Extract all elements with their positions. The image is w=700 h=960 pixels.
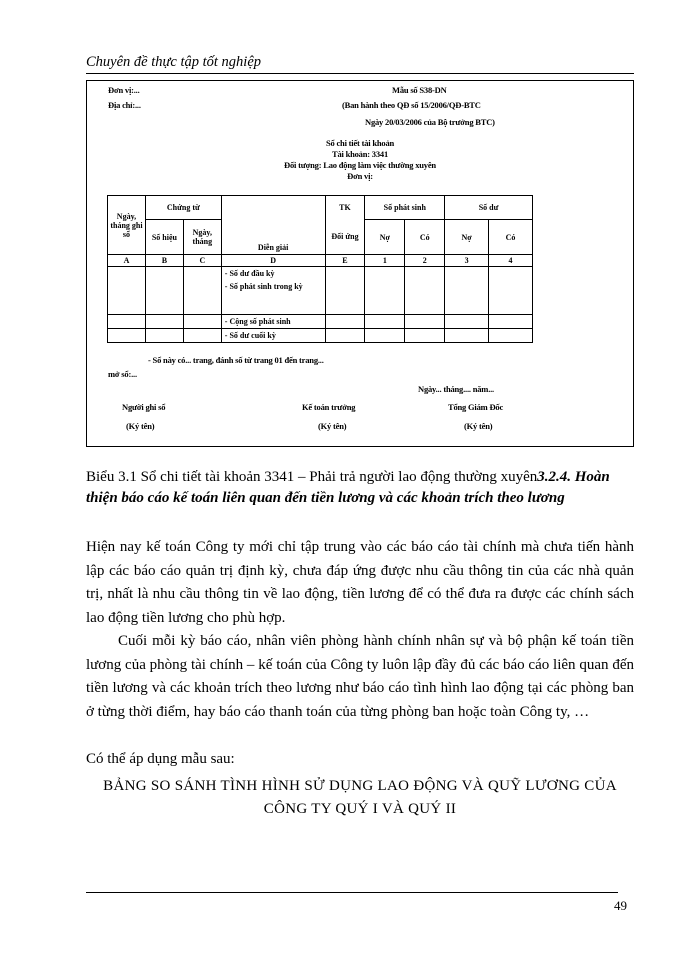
header-rule: [86, 73, 634, 74]
note-pages: - Sổ này có... trang, đánh số từ trang 01 đến trang...: [148, 355, 324, 365]
form-address: Địa chỉ:...: [108, 100, 141, 110]
page-header-title: Chuyên đề thực tập tốt nghiệp: [86, 54, 262, 70]
table-title: [86, 775, 634, 821]
table-title-line-1: BẢNG SO SÁNH TÌNH HÌNH SỬ DỤNG LAO ĐỘNG VÀ QUỸ LƯƠNG CỦA: [103, 778, 617, 794]
form-code: Mẫu số S38-DN: [392, 85, 447, 95]
table-title-line-2: CÔNG TY QUÝ I VÀ QUÝ II: [263, 801, 457, 817]
empty-cell: [325, 315, 365, 329]
col-tk-header: TK: [325, 196, 365, 220]
sign-recorder: Người ghi sổ: [122, 402, 166, 412]
page-number: 49: [614, 898, 627, 913]
desc-cell-top: [221, 267, 325, 315]
desc-cell: [221, 315, 325, 329]
code-cell: E: [325, 255, 365, 267]
section-heading: 3.2.4. Hoàn thiện báo cáo kế toán liên quan đến tiền lương và các khoản trích theo lương: [86, 469, 610, 506]
paragraph-3: Có thể áp dụng mẫu sau:: [86, 751, 235, 767]
empty-cell: [445, 315, 489, 329]
code-cell: D: [221, 255, 325, 267]
empty-cell: [325, 329, 365, 343]
form-unit2: Đơn vị:: [347, 171, 373, 181]
col-voucher-date: Ngày, tháng: [183, 220, 221, 255]
col-incurred-credit: Có: [405, 220, 445, 255]
code-cell: 2: [405, 255, 445, 267]
empty-cell: [108, 267, 146, 315]
empty-cell: [108, 315, 146, 329]
col-desc-header: Diễn giải: [221, 196, 325, 255]
empty-cell: [489, 315, 533, 329]
col-tk2: Đối ứng: [325, 220, 365, 255]
form-decree: (Ban hành theo QĐ số 15/2006/QĐ-BTC: [342, 100, 481, 110]
empty-cell: [145, 329, 183, 343]
col-voucher-no: Số hiệu: [145, 220, 183, 255]
note-open: mở sổ:...: [108, 369, 137, 379]
empty-cell: [145, 267, 183, 315]
code-cell: B: [145, 255, 183, 267]
col-incurred-debit: Nợ: [365, 220, 405, 255]
empty-cell: [445, 329, 489, 343]
code-cell: 3: [445, 255, 489, 267]
row-opening: - Số dư đầu kỳ: [224, 269, 275, 278]
row-incurred: - Số phát sinh trong kỳ: [224, 282, 303, 291]
empty-cell: [365, 329, 405, 343]
col-balance-header: Số dư: [445, 196, 533, 220]
desc-cell: [221, 329, 325, 343]
footer-rule: [86, 892, 618, 893]
empty-cell: [183, 267, 221, 315]
code-cell: A: [108, 255, 146, 267]
code-cell: 4: [489, 255, 533, 267]
sign-note-2: (Ký tên): [318, 421, 347, 431]
sign-note-1: (Ký tên): [126, 421, 155, 431]
empty-cell: [325, 267, 365, 315]
empty-cell: [365, 315, 405, 329]
col-voucher-header: Chứng từ: [145, 196, 221, 220]
ledger-table: [107, 195, 533, 343]
col-balance-debit: Nợ: [445, 220, 489, 255]
row-total: - Cộng số phát sinh: [224, 317, 291, 326]
form-decree-date: Ngày 20/03/2006 của Bộ trưởng BTC): [365, 117, 495, 127]
col-balance-credit: Có: [489, 220, 533, 255]
empty-cell: [405, 315, 445, 329]
col-incurred-header: Số phát sinh: [365, 196, 445, 220]
empty-cell: [445, 267, 489, 315]
empty-cell: [405, 267, 445, 315]
paragraph-2: Cuối mỗi kỳ báo cáo, nhân viên phòng hành chính nhân sự và bộ phận kế toán tiền lương của phòng tài chính – kế toán của Công ty luôn lập đầy đủ các báo cáo liên quan đến tiền lương và các khoản trích theo lương như báo cáo tình hình lao động tại các phòng ban ở từng thời điểm, hay báo cáo thanh toán của từng phòng ban hoặc toàn Công ty, …: [86, 633, 634, 720]
form-subject: Đối tượng: Lao động làm việc thường xuyên: [284, 160, 436, 170]
col-date-header: Ngày, tháng ghi sổ: [108, 196, 146, 255]
empty-cell: [489, 267, 533, 315]
caption-text: Biểu 3.1 Sổ chi tiết tài khoản 3341 – Phải trả người lao động thường xuyên: [86, 469, 538, 485]
empty-cell: [145, 315, 183, 329]
form-account: Tài khoản: 3341: [331, 149, 389, 159]
figure-caption: [86, 467, 634, 509]
sign-note-3: (Ký tên): [464, 421, 493, 431]
sign-chief-accountant: Kế toán trưởng: [302, 402, 356, 412]
empty-cell: [365, 267, 405, 315]
empty-cell: [405, 329, 445, 343]
empty-cell: [183, 315, 221, 329]
form-title: Sổ chi tiết tài khoản: [325, 138, 395, 148]
date-line: Ngày... tháng.... năm...: [418, 384, 494, 394]
sign-director: Tổng Giám Đốc: [448, 402, 504, 412]
paragraph-1: Hiện nay kế toán Công ty mới chỉ tập trung vào các báo cáo tài chính mà chưa tiến hành lập các báo cáo quản trị định kỳ, chưa đáp ứng được nhu cầu thông tin của các nhà quản trị, nhất là nhu cầu thông tin về lao động, tiền lương để có thể đưa ra được các chính sách lao động tiền lương cho phù hợp.: [86, 539, 634, 626]
code-cell: 1: [365, 255, 405, 267]
empty-cell: [183, 329, 221, 343]
row-closing: - Số dư cuối kỳ: [224, 331, 276, 340]
empty-cell: [108, 329, 146, 343]
empty-cell: [489, 329, 533, 343]
code-cell: C: [183, 255, 221, 267]
form-unit: Đơn vị:...: [108, 85, 140, 95]
